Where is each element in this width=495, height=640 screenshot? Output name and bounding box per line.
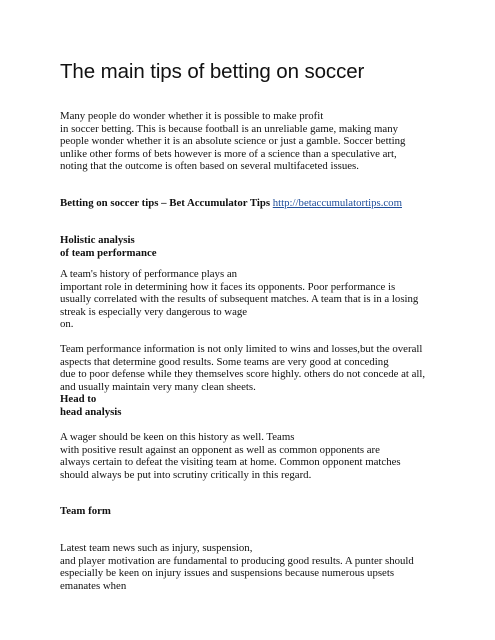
intro-line: noting that the outcome is often based on several multifaceted issues. <box>60 160 359 173</box>
section-heading-line: head analysis <box>60 405 122 418</box>
paragraph-line: Team performance information is not only limited to wins and losses,but the overall <box>60 343 423 355</box>
intro-line: Many people do wonder whether it is possible to make profit <box>60 110 324 122</box>
paragraph-line: especially be keen on injury issues and suspensions because numerous upsets <box>60 567 395 580</box>
holistic-heading <box>60 234 157 259</box>
intro-line: in soccer betting. This is because football is an unreliable game, making many <box>60 122 399 135</box>
h2h-paragraph <box>60 431 401 481</box>
paragraph-line: with positive result against an opponent as well as common opponents are <box>60 443 380 456</box>
paragraph-line: on. <box>60 318 74 331</box>
tips-line <box>60 197 402 210</box>
paragraph-line: important role in determining how it faces its opponents. Poor performance is <box>60 280 396 293</box>
holistic-paragraph-2 <box>60 343 425 393</box>
team-form-paragraph <box>60 542 414 592</box>
holistic-paragraph-1 <box>60 268 418 331</box>
tips-label: Betting on soccer tips – Bet Accumulator Tips <box>60 197 271 209</box>
team-form-heading: Team form <box>60 505 111 517</box>
intro-line: people wonder whether it is an absolute science or just a gamble. Soccer betting <box>60 135 406 148</box>
paragraph-line: aspects that determine good results. Some teams are very good at conceding <box>60 355 389 368</box>
paragraph-line: always certain to defeat the visiting team at home. Common opponent matches <box>60 456 401 469</box>
paragraph-line: A wager should be keen on this history as well. Teams <box>60 431 295 443</box>
paragraph-line: Latest team news such as injury, suspension, <box>60 542 253 554</box>
paragraph-line: and player motivation are fundamental to producing good results. A punter should <box>60 554 414 567</box>
paragraph-line: and usually maintain very many clean sheets. <box>60 380 256 393</box>
paragraph-line: A team's history of performance plays an <box>60 268 238 280</box>
paragraph-line: should always be put into scrutiny critically in this regard. <box>60 468 312 481</box>
paragraph-line: due to poor defense while they themselves score highly. others do not concede at all, <box>60 368 426 381</box>
paragraph-line: emanates when <box>60 579 127 592</box>
section-heading-line: Head to <box>60 393 97 405</box>
intro-line: unlike other forms of bets however is more of a science than a speculative art, <box>60 147 397 160</box>
tips-link[interactable]: http://betaccumulatortips.com <box>272 197 402 209</box>
paragraph-line: usually correlated with the results of subsequent matches. A team that is in a losing <box>60 293 419 306</box>
h2h-heading <box>60 393 122 418</box>
paragraph-line: streak is especially very dangerous to wage <box>60 305 248 318</box>
section-heading-line: of team performance <box>60 246 157 259</box>
intro-paragraph <box>60 110 405 173</box>
page-title: The main tips of betting on soccer <box>60 60 365 83</box>
section-heading-line: Holistic analysis <box>60 234 135 246</box>
